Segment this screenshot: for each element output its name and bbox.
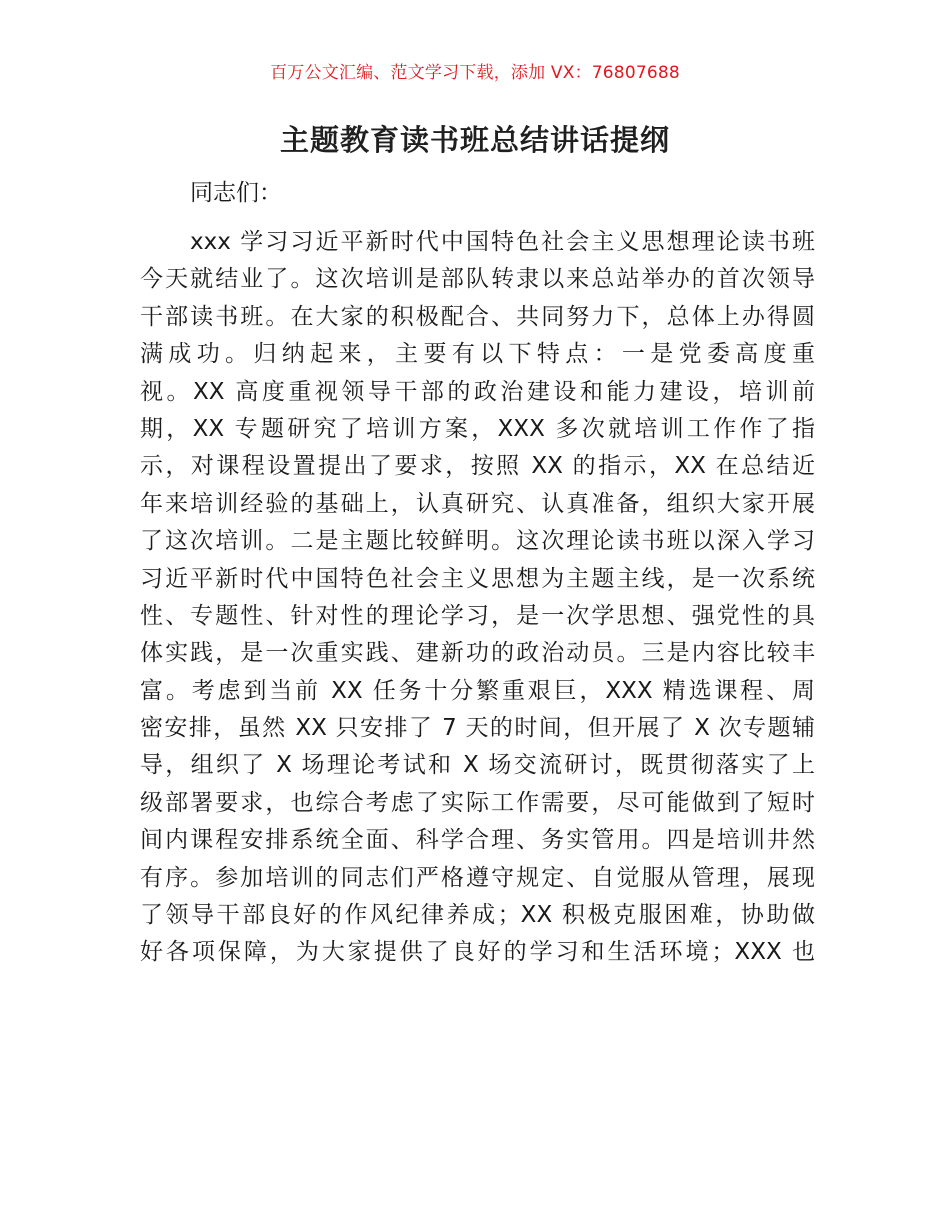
text-line: 了领导干部良好的作风纪律养成；XX 积极克服困难，协助做: [140, 902, 815, 929]
text-line: 视。XX 高度重视领导干部的政治建设和能力建设，培训前: [140, 378, 815, 405]
salutation: 同志们：: [190, 180, 282, 206]
text-line: 期，XX 专题研究了培训方案，XXX 多次就培训工作作了指: [140, 415, 815, 442]
body-paragraph: [140, 224, 815, 972]
header-banner: 百万公文汇编、范文学习下载，添加 VX：76807688: [270, 63, 680, 83]
text-line: 年来培训经验的基础上，认真研究、认真准备，组织大家开展: [140, 490, 815, 517]
text-line: 富。考虑到当前 XX 任务十分繁重艰巨，XXX 精选课程、周: [140, 677, 815, 704]
text-line: 级部署要求，也综合考虑了实际工作需要，尽可能做到了短时: [140, 789, 815, 816]
text-line: 今天就结业了。这次培训是部队转隶以来总站举办的首次领导: [140, 266, 815, 293]
text-line: 性、专题性、针对性的理论学习，是一次学思想、强党性的具: [140, 602, 815, 629]
text-line: 密安排，虽然 XX 只安排了 7 天的时间，但开展了 X 次专题辅: [140, 715, 815, 742]
text-line: 间内课程安排系统全面、科学合理、务实管用。四是培训井然: [140, 827, 815, 854]
text-line: 满成功。归纳起来，主要有以下特点：一是党委高度重: [140, 341, 815, 368]
text-line: xxx 学习习近平新时代中国特色社会主义思想理论读书班: [190, 229, 815, 255]
text-line: 了这次培训。二是主题比较鲜明。这次理论读书班以深入学习: [140, 528, 815, 555]
text-line: 有序。参加培训的同志们严格遵守规定、自觉服从管理，展现: [140, 864, 815, 891]
document-title: 主题教育读书班总结讲话提纲: [279, 123, 670, 157]
text-line: 好各项保障，为大家提供了良好的学习和生活环境；XXX 也: [140, 939, 815, 966]
text-line: 干部读书班。在大家的积极配合、共同努力下，总体上办得圆: [140, 303, 815, 330]
text-line: 体实践，是一次重实践、建新功的政治动员。三是内容比较丰: [140, 640, 815, 667]
text-line: 习近平新时代中国特色社会主义思想为主题主线，是一次系统: [140, 565, 815, 592]
text-line: 示，对课程设置提出了要求，按照 XX 的指示，XX 在总结近: [140, 453, 815, 480]
text-line: 导，组织了 X 场理论考试和 X 场交流研讨，既贯彻落实了上: [140, 752, 815, 779]
